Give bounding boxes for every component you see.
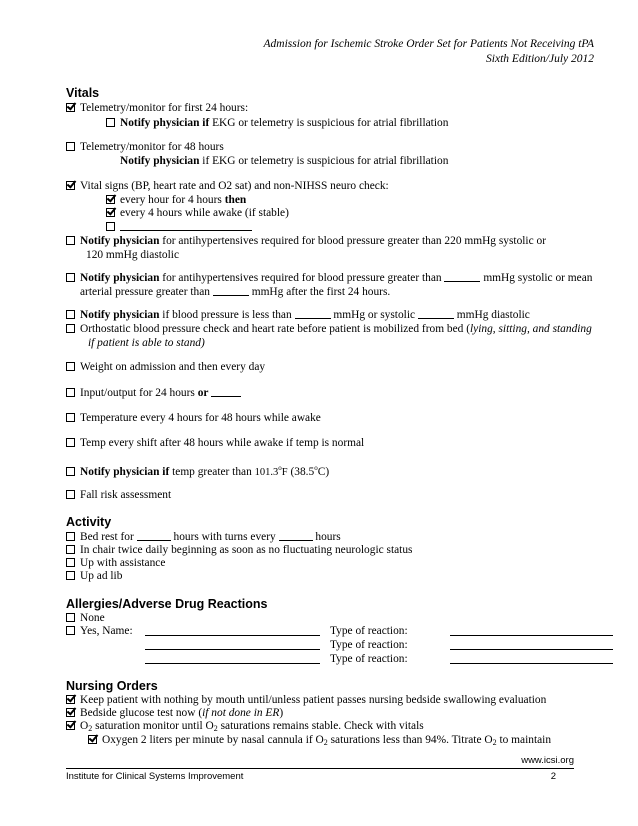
bp-low-checkbox[interactable]: [66, 310, 75, 319]
institute-name: Institute for Clinical Systems Improvement: [66, 771, 244, 782]
bed-rest-item: Bed rest for hours with turns every hours: [66, 531, 341, 544]
vital-signs-checkbox[interactable]: [66, 181, 75, 190]
bp-custom-notify-item: Notify physician for antihypertensives required for blood pressure greater than mmHg systolic or mean: [66, 272, 592, 285]
temp-shift-checkbox[interactable]: [66, 438, 75, 447]
up-ad-lib-item: Up ad lib: [66, 570, 122, 583]
bp-low-diastolic-blank[interactable]: [418, 318, 454, 319]
glucose-item: Bedside glucose test now (if not done in ER): [66, 707, 283, 720]
vital-signs-every-4h: every 4 hours while awake (if stable): [106, 207, 289, 220]
website-link[interactable]: www.icsi.org: [521, 755, 574, 766]
reaction-3-blank[interactable]: [450, 663, 613, 664]
input-output-checkbox[interactable]: [66, 388, 75, 397]
bp-low-systolic-blank[interactable]: [295, 318, 331, 319]
temperature-item: Temperature every 4 hours for 48 hours while awake: [66, 412, 321, 425]
input-output-blank[interactable]: [211, 396, 241, 397]
vital-signs-hourly: every hour for 4 hours then: [106, 194, 246, 207]
allergies-none-item: None: [66, 612, 105, 625]
document-title: Admission for Ischemic Stroke Order Set for Patients Not Receiving tPA: [263, 38, 594, 50]
oxygen-item: Oxygen 2 liters per minute by nasal cannula if $O_2$ saturations less than 94%. Titrate $O_2$ to maintain: [88, 734, 551, 749]
allergies-heading: Allergies/Adverse Drug Reactions: [66, 597, 268, 611]
allergies-yes-item: Yes, Name:: [66, 625, 133, 638]
temp-notify-checkbox[interactable]: [66, 467, 75, 476]
bp-custom-checkbox[interactable]: [66, 273, 75, 282]
telemetry-24h-notify: Notify physician if EKG or telemetry is suspicious for atrial fibrillation: [106, 117, 448, 130]
bed-rest-hours-blank[interactable]: [137, 540, 171, 541]
allergy-name-1-blank[interactable]: [145, 635, 320, 636]
telemetry-24h-item: Telemetry/monitor for first 24 hours:: [66, 102, 248, 115]
temperature-checkbox[interactable]: [66, 413, 75, 422]
reaction-label-3: Type of reaction:: [330, 653, 408, 665]
fall-risk-checkbox[interactable]: [66, 490, 75, 499]
temp-notify-item: Notify physician if temp greater than 101.3$^o$F (38.5$^o$C): [66, 462, 329, 479]
vital-signs-custom-checkbox[interactable]: [106, 222, 115, 231]
nursing-heading: Nursing Orders: [66, 679, 158, 693]
reaction-label-1: Type of reaction:: [330, 625, 408, 637]
allergy-name-2-blank[interactable]: [145, 649, 320, 650]
telemetry-24h-notify-checkbox[interactable]: [106, 118, 115, 127]
activity-heading: Activity: [66, 515, 112, 529]
o2-saturation-checkbox[interactable]: [66, 721, 75, 730]
bp-low-notify-item: Notify physician if blood pressure is less than mmHg or systolic mmHg diastolic: [66, 309, 530, 322]
input-output-item: Input/output for 24 hours or: [66, 387, 241, 400]
bp-220-notify-item: Notify physician for antihypertensives required for blood pressure greater than 220 mmHg systolic or: [66, 235, 546, 248]
npo-checkbox[interactable]: [66, 695, 75, 704]
weight-item: Weight on admission and then every day: [66, 361, 265, 374]
footer-divider: [66, 768, 574, 769]
bp-systolic-blank[interactable]: [444, 281, 480, 282]
telemetry-24h-checkbox[interactable]: [66, 103, 75, 112]
weight-checkbox[interactable]: [66, 362, 75, 371]
up-assist-checkbox[interactable]: [66, 558, 75, 567]
bp-220-checkbox[interactable]: [66, 236, 75, 245]
vital-signs-hourly-checkbox[interactable]: [106, 195, 115, 204]
telemetry-48h-checkbox[interactable]: [66, 142, 75, 151]
orthostatic-line2: if patient is able to stand): [88, 337, 205, 349]
bp-custom-line2: arterial pressure greater than mmHg after the first 24 hours.: [80, 286, 391, 298]
vitals-heading: Vitals: [66, 86, 100, 100]
page-number: 2: [550, 771, 556, 782]
turn-interval-blank[interactable]: [279, 540, 313, 541]
reaction-2-blank[interactable]: [450, 649, 613, 650]
glucose-checkbox[interactable]: [66, 708, 75, 717]
telemetry-48h-item: Telemetry/monitor for 48 hours: [66, 141, 224, 154]
allergy-name-3-blank[interactable]: [145, 663, 320, 664]
npo-item: Keep patient with nothing by mouth until/unless patient passes nursing bedside swallowing evaluation: [66, 694, 546, 707]
bed-rest-checkbox[interactable]: [66, 532, 75, 541]
allergies-yes-checkbox[interactable]: [66, 626, 75, 635]
orthostatic-checkbox[interactable]: [66, 324, 75, 333]
vital-signs-custom-blank[interactable]: [120, 230, 252, 231]
reaction-label-2: Type of reaction:: [330, 639, 408, 651]
temp-shift-item: Temp every shift after 48 hours while awake if temp is normal: [66, 437, 364, 450]
chair-checkbox[interactable]: [66, 545, 75, 554]
chair-item: In chair twice daily beginning as soon as no fluctuating neurologic status: [66, 544, 412, 557]
fall-risk-item: Fall risk assessment: [66, 489, 171, 502]
o2-saturation-item: $O_2$ saturation monitor until $O_2$ saturations remains stable. Check with vitals: [66, 720, 424, 735]
up-assist-item: Up with assistance: [66, 557, 165, 570]
oxygen-checkbox[interactable]: [88, 735, 97, 744]
vital-signs-every-4h-checkbox[interactable]: [106, 208, 115, 217]
up-ad-lib-checkbox[interactable]: [66, 571, 75, 580]
edition-label: Sixth Edition/July 2012: [486, 53, 594, 65]
allergies-none-checkbox[interactable]: [66, 613, 75, 622]
vital-signs-item: Vital signs (BP, heart rate and O2 sat) and non-NIHSS neuro check:: [66, 180, 389, 193]
telemetry-48h-notify: Notify physician if EKG or telemetry is suspicious for atrial fibrillation: [120, 155, 449, 167]
vital-signs-custom: [106, 221, 252, 234]
bp-220-line2: 120 mmHg diastolic: [86, 249, 180, 261]
orthostatic-item: Orthostatic blood pressure check and heart rate before patient is mobilized from bed (lying, sitting, and standing: [66, 323, 592, 336]
bp-map-blank[interactable]: [213, 295, 249, 296]
reaction-1-blank[interactable]: [450, 635, 613, 636]
